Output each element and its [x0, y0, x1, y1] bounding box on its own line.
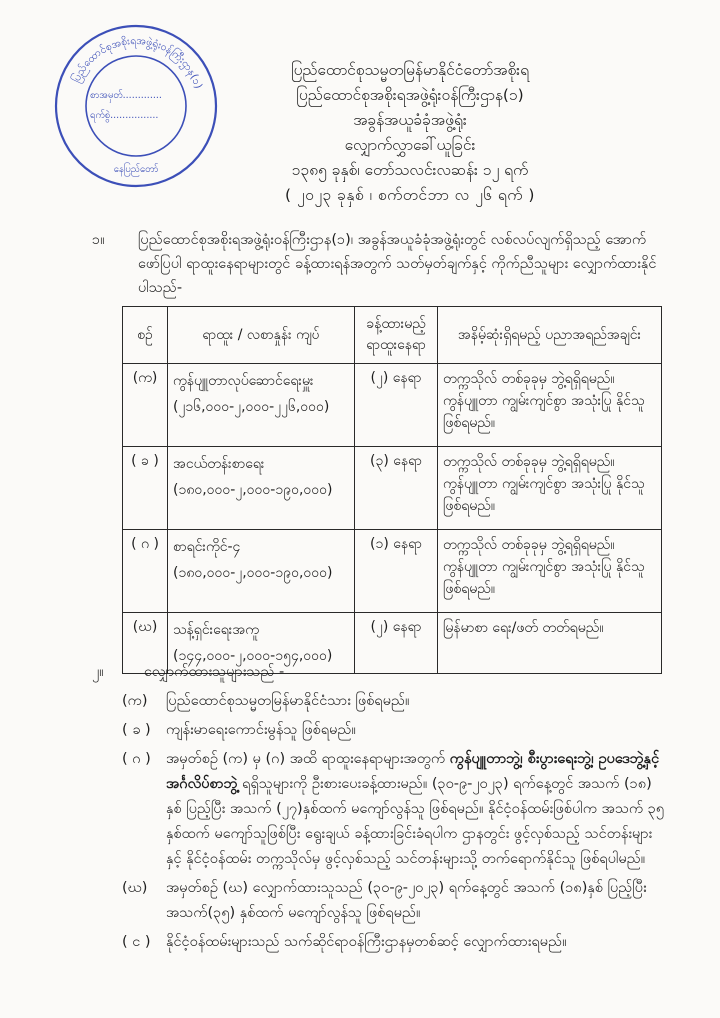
- paragraph-1-text: ပြည်ထောင်စုအစိုးရအဖွဲ့ရုံးဝန်ကြီးဌာန(၁)၊ အခွန်အယူခံခုံအဖွဲ့ရုံးတွင် လစ်လပ်လျက်ရှိသည့် အောက်ဖော်ပြပါ ရာထူးနေရာများတွင် ခန့်ထားရန်အတွက် သတ်မှတ်ချက်နှင့် ကိုက်ညီသူများ လျှောက်ထားနိုင်ပါသည်-: [138, 232, 657, 296]
- qualification: တက္ကသိုလ် တစ်ခုခုမှ ဘွဲ့ရရှိရမည်။ ကွန်ပျူတာ ကျွမ်းကျင်စွာ အသုံးပြု နိုင်သူ ဖြစ်ရမည်။: [438, 364, 662, 447]
- office-seal: [52, 22, 220, 190]
- row-index: ( ဂ ): [123, 530, 168, 613]
- header-line-4: လျှောက်လွှာခေါ်ယူခြင်း: [344, 136, 476, 154]
- post-title: စာရင်းကိုင်-၄: [173, 539, 241, 555]
- column-header-positions: ခန့်ထားမည့် ရာထူးနေရာ: [355, 307, 438, 364]
- post-salary: (၂၁၆,၀၀၀-၂,၀၀၀-၂၂၆,၀၀၀): [173, 399, 330, 415]
- list-item-text: ကျန်းမာရေးကောင်းမွန်သူ ဖြစ်ရမည်။: [166, 722, 356, 738]
- list-item-text-bold: ကွန်ပျူတာဘွဲ့၊ စီးပွားရေးဘွဲ့၊ ဥပဒေဘွဲ့နှင့် အင်္ဂလိပ်စာဘွဲ့: [166, 751, 660, 792]
- table-row: [123, 364, 662, 447]
- list-item: [92, 689, 667, 714]
- qualification: တက္ကသိုလ် တစ်ခုခုမှ ဘွဲ့ရရှိရမည်။ ကွန်ပျူတာ ကျွမ်းကျင်စွာ အသုံးပြု နိုင်သူ ဖြစ်ရမည်။: [438, 447, 662, 530]
- table-row: [123, 530, 662, 613]
- paragraph-2: [92, 660, 667, 955]
- list-item-text-pre: အမှတ်စဉ် (က) မှ (ဂ) အထိ ရာထူးနေရာများအတွက်: [166, 751, 450, 767]
- paragraph-2-heading: [92, 660, 667, 685]
- list-item-text: နိုင်ငံ့ဝန်ထမ်းများသည် သက်ဆိုင်ရာဝန်ကြီးဌာနမှတစ်ဆင့် လျှောက်ထားရမည်။: [166, 934, 567, 950]
- list-item: [92, 930, 667, 955]
- position-count: (၂) နေရာ: [355, 613, 438, 674]
- header-line-1: ပြည်ထောင်စုသမ္မတမြန်မာနိုင်ငံတော်အစိုးရ: [290, 61, 530, 79]
- row-index: (ဃ): [123, 613, 168, 674]
- header-date-myanmar: ၁၃၈၅ ခုနှစ်၊ တော်သလင်းလဆန်း ၁၂ ရက်: [291, 161, 529, 179]
- list-item-text: အမှတ်စဉ် (ဃ) လျှောက်ထားသူသည် (၃၀-၉-၂၀၂၃) ရက်နေ့တွင် အသက် (၁၈)နှစ် ပြည့်ပြီး အသက်(၃၅) နှစ်ထက် မကျော်လွန်သူ ဖြစ်ရမည်။: [166, 880, 647, 921]
- seal-ring-text: ပြည်ထောင်စုအစိုးရအဖွဲ့ရုံးဝန်ကြီးဌာန(၁): [70, 34, 205, 91]
- vacancy-table: [122, 306, 662, 674]
- paragraph-1: [92, 228, 667, 300]
- post-salary: (၁၄၄,၀၀၀-၂,၀၀၀-၁၅၄,၀၀၀): [173, 648, 333, 664]
- list-item-label: ( င ): [122, 934, 151, 950]
- list-item-label: (က): [122, 693, 148, 709]
- row-index: (က): [123, 364, 168, 447]
- list-item: [92, 718, 667, 743]
- list-item-label: ( ခ ): [122, 722, 151, 738]
- column-header-qualification: အနိမ့်ဆုံးရှိရမည့် ပညာအရည်အချင်း: [438, 307, 662, 364]
- paragraph-2-number: ၂။: [92, 664, 104, 680]
- position-count: (၃) နေရာ: [355, 447, 438, 530]
- header-line-3: အခွန်အယူခံခုံအဖွဲ့ရုံး: [353, 111, 467, 129]
- list-item-text-post: ရရှိသူများကို ဦးစားပေးခန့်ထားမည်။ (၃၀-၉-၂၀၂၃) ရက်နေ့တွင် အသက် (၁၈) နှစ် ပြည့်ပြီး အသက် (၂၇)နှစ်ထက် မကျော်လွန်သူ ဖြစ်ရမည်။ နိုင်ငံ့ဝန်ထမ်းဖြစ်ပါက အသက် ၃၅ နှစ်ထက် မကျော်သူဖြစ်ပြီး ရွေးချယ် ခန့်ထားခြင်းခံရပါက ဌာနတွင်း ဖွင့်လှစ်သည့် သင်တန်းများနှင့် နိုင်ငံ့ဝန်ထမ်း တက္ကသိုလ်မှ ဖွင့်လှစ်သည့် သင်တန်းများသို့ တက်ရောက်နိုင်သူ ဖြစ်ရပါမည်။: [166, 776, 665, 867]
- column-header-post: ရာထူး / လစာနှုန်း ကျပ်: [168, 307, 355, 364]
- seal-line-1: စာအမှတ်.............: [90, 90, 162, 101]
- post-title: သန့်ရှင်းရေးအကူ: [173, 622, 259, 638]
- seal-bottom-text: နေပြည်တော်: [113, 164, 159, 175]
- list-item-label: (ဃ): [122, 880, 148, 896]
- qualification: မြန်မာစာ ရေး/ဖတ် တတ်ရမည်။: [438, 613, 662, 674]
- paragraph-1-number: ၁။: [92, 232, 105, 248]
- header-line-2: ပြည်ထောင်စုအစိုးရအဖွဲ့ရုံးဝန်ကြီးဌာန(၁): [296, 86, 524, 104]
- post-salary: (၁၈၀,၀၀၀-၂,၀၀၀-၁၉၀,၀၀၀): [173, 565, 333, 581]
- paragraph-2-heading-text: လျှောက်ထားသူများသည် -: [144, 664, 285, 680]
- position-count: (၁) နေရာ: [355, 530, 438, 613]
- list-item-text: [166, 747, 667, 872]
- post-cell: [168, 530, 355, 613]
- qualification: တက္ကသိုလ် တစ်ခုခုမှ ဘွဲ့ရရှိရမည်။ ကွန်ပျူတာ ကျွမ်းကျင်စွာ အသုံးပြု နိုင်သူ ဖြစ်ရမည်။: [438, 530, 662, 613]
- post-title: အငယ်တန်းစာရေး: [173, 456, 265, 472]
- list-item-text: ပြည်ထောင်စုသမ္မတမြန်မာနိုင်ငံသား ဖြစ်ရမည်။: [166, 693, 410, 709]
- list-item: [92, 876, 667, 926]
- list-item: [92, 747, 667, 872]
- table-header-row: [123, 307, 662, 364]
- list-item-label: ( ဂ ): [122, 751, 151, 767]
- table-row: [123, 447, 662, 530]
- column-header-number: စဉ်: [123, 307, 168, 364]
- post-title: ကွန်ပျူတာလုပ်ဆောင်ရေးမှူး: [173, 373, 314, 389]
- seal-line-2: ရက်စွဲ................: [90, 110, 159, 121]
- document-header: [200, 58, 620, 208]
- post-cell: [168, 364, 355, 447]
- post-salary: (၁၈၀,၀၀၀-၂,၀၀၀-၁၉၀,၀၀၀): [173, 482, 333, 498]
- row-index: ( ခ ): [123, 447, 168, 530]
- post-cell: [168, 447, 355, 530]
- header-date-gregorian: ( ၂၀၂၃ ခုနှစ် ၊ စက်တင်ဘာ လ ၂၆ ရက် ): [285, 186, 535, 204]
- position-count: (၂) နေရာ: [355, 364, 438, 447]
